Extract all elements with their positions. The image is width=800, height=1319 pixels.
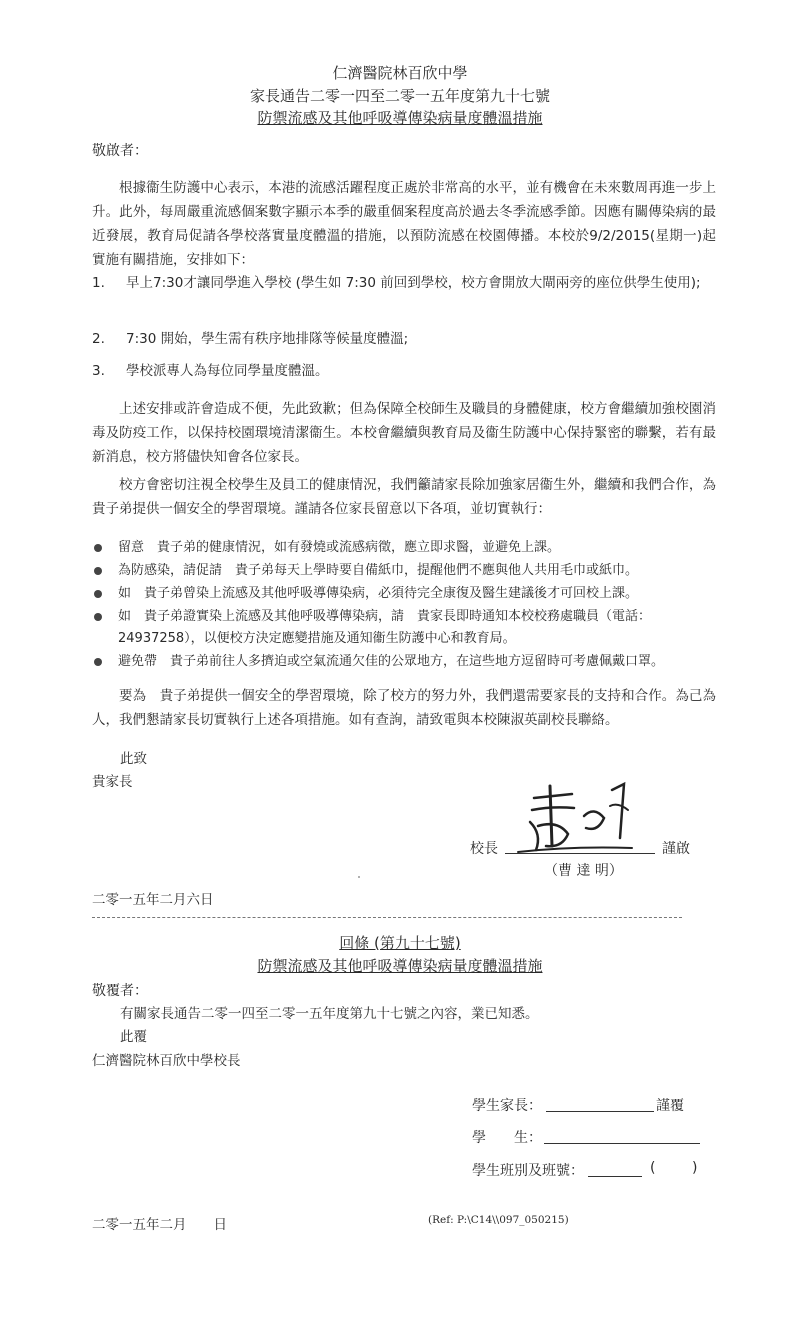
bullet-text: 如 貴子弟曾染上流感及其他呼吸導傳染病，必須待完全康復及醫生建議後才可回校上課。 — [118, 586, 639, 601]
bullet-dot-icon — [94, 613, 102, 621]
reply-recipient: 仁濟醫院林百欣中學校長 — [92, 1053, 241, 1069]
scan-speck — [358, 876, 360, 878]
parent-label: 學生家長： — [472, 1098, 542, 1114]
principal-signature — [512, 776, 652, 860]
bullet-dot-icon — [94, 658, 102, 666]
principal-name: （曹 達 明） — [544, 863, 623, 879]
reply-title: 回條 (第九十七號) — [339, 934, 461, 952]
recipient: 貴家長 — [92, 774, 133, 790]
cut-line — [92, 917, 682, 918]
paragraph-closing: 要為 貴子弟提供一個安全的學習環境，除了校方的努力外，我們還需要家長的支持和合作。為己為人，我們懇請家長切實執行上述各項措施。如有查詢，請致電與本校陳淑英副校長聯絡。 — [92, 688, 716, 728]
list-text: 早上7:30才讓同學進入學校 (學生如 7:30 前回到學校，校方會開放大閘兩旁的座位供學生使用); — [126, 275, 701, 291]
paragraph-request: 校方會密切注視全校學生及員工的健康情況，我們籲請家長除加強家居衞生外，繼續和我們合作，為 貴子弟提供一個安全的學習環境。謹請各位家長留意以下各項，並切實執行： — [92, 477, 730, 517]
closing-jinqi: 謹啟 — [662, 841, 690, 857]
bullet-text: 為防感染，請促請 貴子弟每天上學時要自備紙巾，提醒他們不應與他人共用毛巾或紙巾。 — [118, 563, 639, 578]
parent-signature-field[interactable] — [546, 1111, 654, 1112]
reply-subtitle: 防禦流感及其他呼吸導傳染病量度體溫措施 — [257, 957, 543, 975]
paragraph-apology: 上述安排或許會造成不便，先此致歉；但為保障全校師生及職員的身體健康，校方會繼續加強校園消毒及防疫工作，以保持校園環境清潔衞生。本校會繼續與教育局及衞生防護中心保持緊密的聯繫，若有最新消息，校方將儘快知會各位家長。 — [92, 401, 716, 465]
notice-title: 防禦流感及其他呼吸導傳染病量度體溫措施 — [257, 109, 543, 127]
student-name-field[interactable] — [544, 1143, 700, 1144]
bullet-dot-icon — [94, 590, 102, 598]
signature-line — [505, 853, 655, 854]
reply-body: 有關家長通告二零一四至二零一五年度第九十七號之內容，業已知悉。 — [120, 1006, 539, 1022]
reply-date: 二零一五年二月 日 — [92, 1217, 227, 1233]
reference-code: (Ref: P:\C14\\097_050215) — [428, 1214, 569, 1226]
school-name: 仁濟醫院林百欣中學 — [332, 64, 468, 82]
bullet-dot-icon — [94, 544, 102, 552]
class-label: 學生班別及班號： — [472, 1163, 584, 1179]
greeting: 敬啟者： — [92, 143, 148, 159]
bullet-text: 避免帶 貴子弟前往人多擠迫或空氣流通欠佳的公眾地方，在這些地方逗留時可考慮佩戴口罩。 — [118, 654, 665, 669]
notice-date: 二零一五年二月六日 — [92, 892, 214, 908]
class-field[interactable] — [588, 1176, 642, 1177]
principal-label: 校長 — [470, 841, 498, 857]
bullet-dot-icon — [94, 567, 102, 575]
parent-suffix: 謹覆 — [656, 1098, 684, 1114]
class-number-open: ( — [650, 1160, 656, 1176]
reply-greeting: 敬覆者： — [92, 983, 148, 999]
list-number: 3. — [92, 363, 105, 379]
paragraph-intro: 根據衞生防護中心表示，本港的流感活躍程度正處於非常高的水平，並有機會在未來數周再進一步上升。此外，每周嚴重流感個案數字顯示本季的嚴重個案程度高於過去冬季流感季節。因應有關傳染病的最近發展，教育局促請各學校落實量度體溫的措施，以預防流感在校園傳播。本校於9/2/2015(星期一)起實施有關措施，安排如下： — [92, 180, 716, 268]
notice-number: 家長通告二零一四至二零一五年度第九十七號 — [249, 87, 550, 105]
closing-cizhi: 此致 — [120, 751, 147, 767]
bullet-text: 如 貴子弟證實染上流感及其他呼吸導傳染病，請 貴家長即時通知本校校務處職員（電話：24937258），以便校方決定應變措施及通知衞生防護中心和教育局。 — [118, 609, 652, 646]
student-label: 學 生： — [472, 1130, 542, 1146]
list-number: 1. — [92, 275, 105, 291]
bullet-text: 留意 貴子弟的健康情況，如有發燒或流感病徵，應立即求醫，並避免上課。 — [118, 540, 561, 555]
list-number: 2. — [92, 331, 105, 347]
reply-cifu: 此覆 — [120, 1029, 147, 1045]
class-number-close: ) — [692, 1160, 698, 1176]
list-text: 學校派專人為每位同學量度體溫。 — [126, 363, 329, 379]
list-text: 7:30 開始，學生需有秩序地排隊等候量度體溫; — [126, 331, 409, 347]
